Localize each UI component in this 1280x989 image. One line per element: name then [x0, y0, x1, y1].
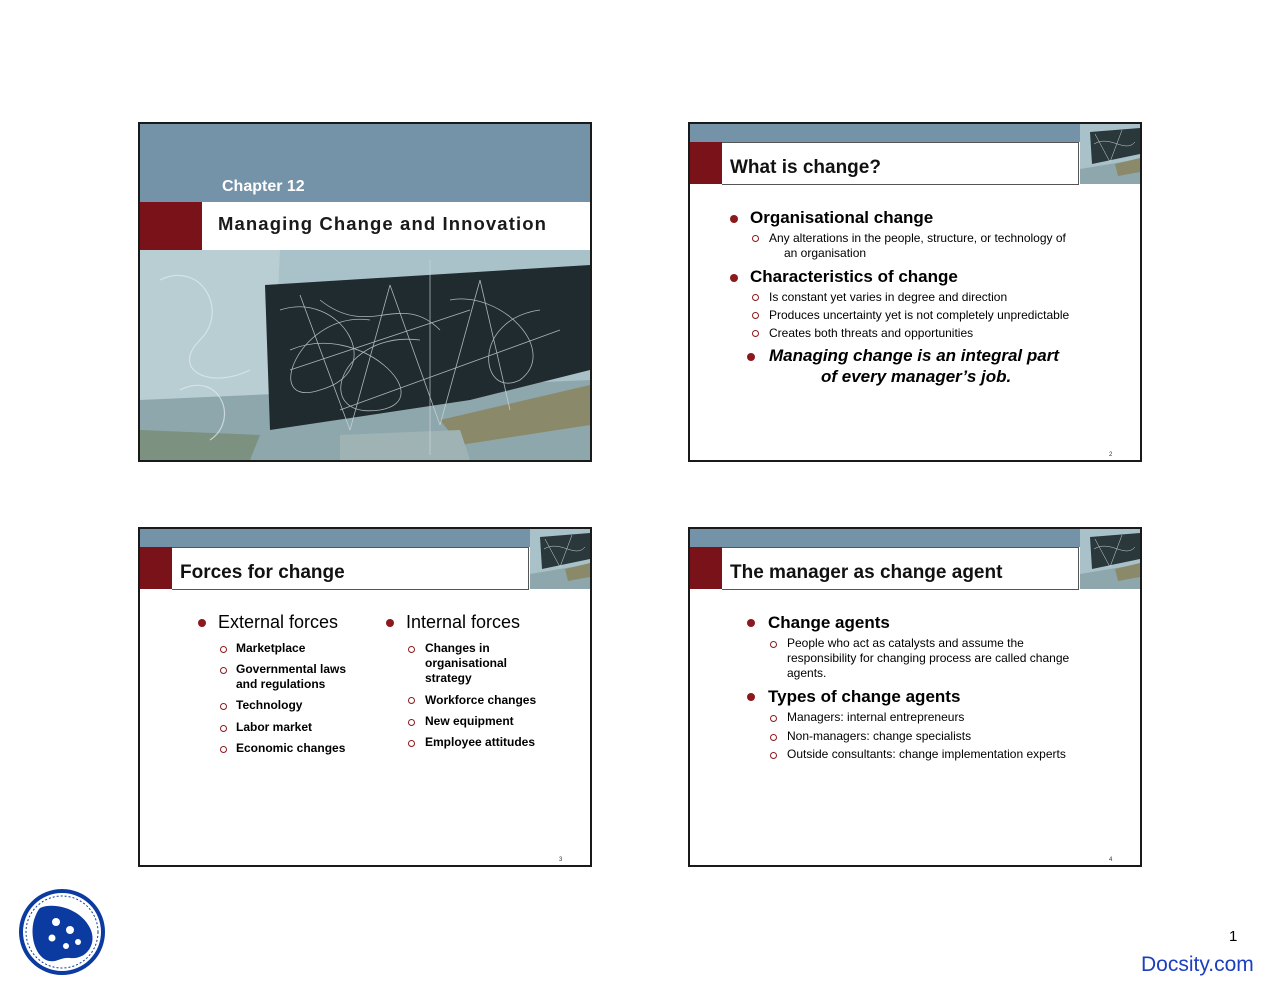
- slide-title: Forces for change: [180, 562, 345, 583]
- external-item: and regulations: [236, 677, 326, 691]
- bullet-icon: [386, 619, 394, 627]
- sub-bullet-text: Is constant yet varies in degree and direction: [769, 290, 1008, 304]
- sub-bullet-text: agents.: [787, 666, 827, 680]
- header-band: [690, 529, 1140, 547]
- sub-bullet-icon: [408, 646, 415, 653]
- sub-bullet-icon: [408, 719, 415, 726]
- docsity-link[interactable]: Docsity.com: [1141, 953, 1254, 976]
- bullet-icon: [747, 619, 755, 627]
- sub-bullet-icon: [770, 734, 777, 741]
- bullet-characteristics: Characteristics of change: [750, 267, 958, 286]
- bullet-icon: [747, 693, 755, 701]
- red-accent: [690, 142, 722, 184]
- title-band: [140, 124, 590, 202]
- slide-2-what-is-change: [688, 122, 1142, 462]
- external-forces-heading: External forces: [218, 612, 339, 632]
- sub-bullet-icon: [770, 641, 777, 648]
- sub-bullet-icon: [220, 725, 227, 732]
- internal-forces-heading: Internal forces: [406, 612, 521, 632]
- bullet-organisational-change: Organisational change: [750, 208, 934, 227]
- slide-number: 3: [559, 857, 563, 863]
- sub-bullet-text: Any alterations in the people, structure, or technology of: [769, 231, 1066, 245]
- sub-bullet-icon: [408, 697, 415, 704]
- slide-title: What is change?: [730, 157, 881, 178]
- bullet-icon: [747, 353, 755, 361]
- bullet-icon: [198, 619, 206, 627]
- internal-item: New equipment: [425, 714, 514, 728]
- sub-bullet-text: Produces uncertainty yet is not completely unpredictable: [769, 308, 1070, 322]
- sub-bullet-icon: [770, 752, 777, 759]
- external-item: Labor market: [236, 720, 313, 734]
- sub-bullet-icon: [752, 235, 759, 242]
- header-thumbnail: [1080, 124, 1140, 184]
- bullet-change-agents: Change agents: [768, 613, 890, 632]
- sub-bullet-text: an organisation: [784, 246, 867, 260]
- sub-bullet-icon: [752, 330, 759, 337]
- internal-item: Employee attitudes: [425, 735, 536, 749]
- internal-item: organisational: [425, 656, 508, 670]
- sub-bullet-icon: [408, 740, 415, 747]
- internal-item: strategy: [425, 671, 472, 685]
- header-thumbnail: [530, 529, 590, 589]
- slide-3-forces-for-change: [138, 527, 592, 867]
- page-number: 1: [1229, 928, 1238, 945]
- header-thumbnail: [1080, 529, 1140, 589]
- header-band: [690, 124, 1140, 142]
- sub-bullet-text: Managers: internal entrepreneurs: [787, 710, 965, 724]
- slide-4-change-agent: [688, 527, 1142, 867]
- sub-bullet-text: People who act as catalysts and assume the: [787, 636, 1024, 650]
- red-accent: [690, 547, 722, 589]
- slide-title: The manager as change agent: [730, 562, 1003, 583]
- emphasis-line-1: Managing change is an integral part: [769, 346, 1059, 365]
- emphasis-line-2: of every manager’s job.: [821, 367, 1012, 386]
- sub-bullet-text: Outside consultants: change implementation experts: [787, 747, 1066, 761]
- bullet-icon: [730, 215, 738, 223]
- slide-number: 4: [1109, 857, 1113, 863]
- sub-bullet-icon: [770, 715, 777, 722]
- sub-bullet-icon: [752, 294, 759, 301]
- red-accent: [140, 547, 172, 589]
- slide-title: Managing Change and Innovation: [218, 213, 547, 234]
- bullet-icon: [730, 274, 738, 282]
- external-item: Marketplace: [236, 641, 306, 655]
- sub-bullet-icon: [220, 667, 227, 674]
- chapter-label: Chapter 12: [222, 178, 305, 195]
- sub-bullet-text: Creates both threats and opportunities: [769, 326, 974, 340]
- internal-item: Workforce changes: [425, 693, 537, 707]
- docsity-logo-icon[interactable]: [18, 888, 106, 976]
- bullet-types-of-change-agents: Types of change agents: [768, 687, 961, 706]
- internal-item: Changes in: [425, 641, 490, 655]
- slide-number: 2: [1109, 452, 1113, 458]
- external-item: Governmental laws: [236, 662, 347, 676]
- sub-bullet-icon: [220, 703, 227, 710]
- external-item: Economic changes: [236, 741, 346, 755]
- sub-bullet-text: responsibility for changing process are called change: [787, 651, 1070, 665]
- external-item: Technology: [236, 698, 303, 712]
- sub-bullet-text: Non-managers: change specialists: [787, 729, 972, 743]
- abstract-artwork: [140, 250, 590, 460]
- sub-bullet-icon: [220, 746, 227, 753]
- sub-bullet-icon: [220, 646, 227, 653]
- sub-bullet-icon: [752, 312, 759, 319]
- header-band: [140, 529, 590, 547]
- red-accent: [140, 202, 202, 250]
- slide-1-title: [138, 122, 592, 462]
